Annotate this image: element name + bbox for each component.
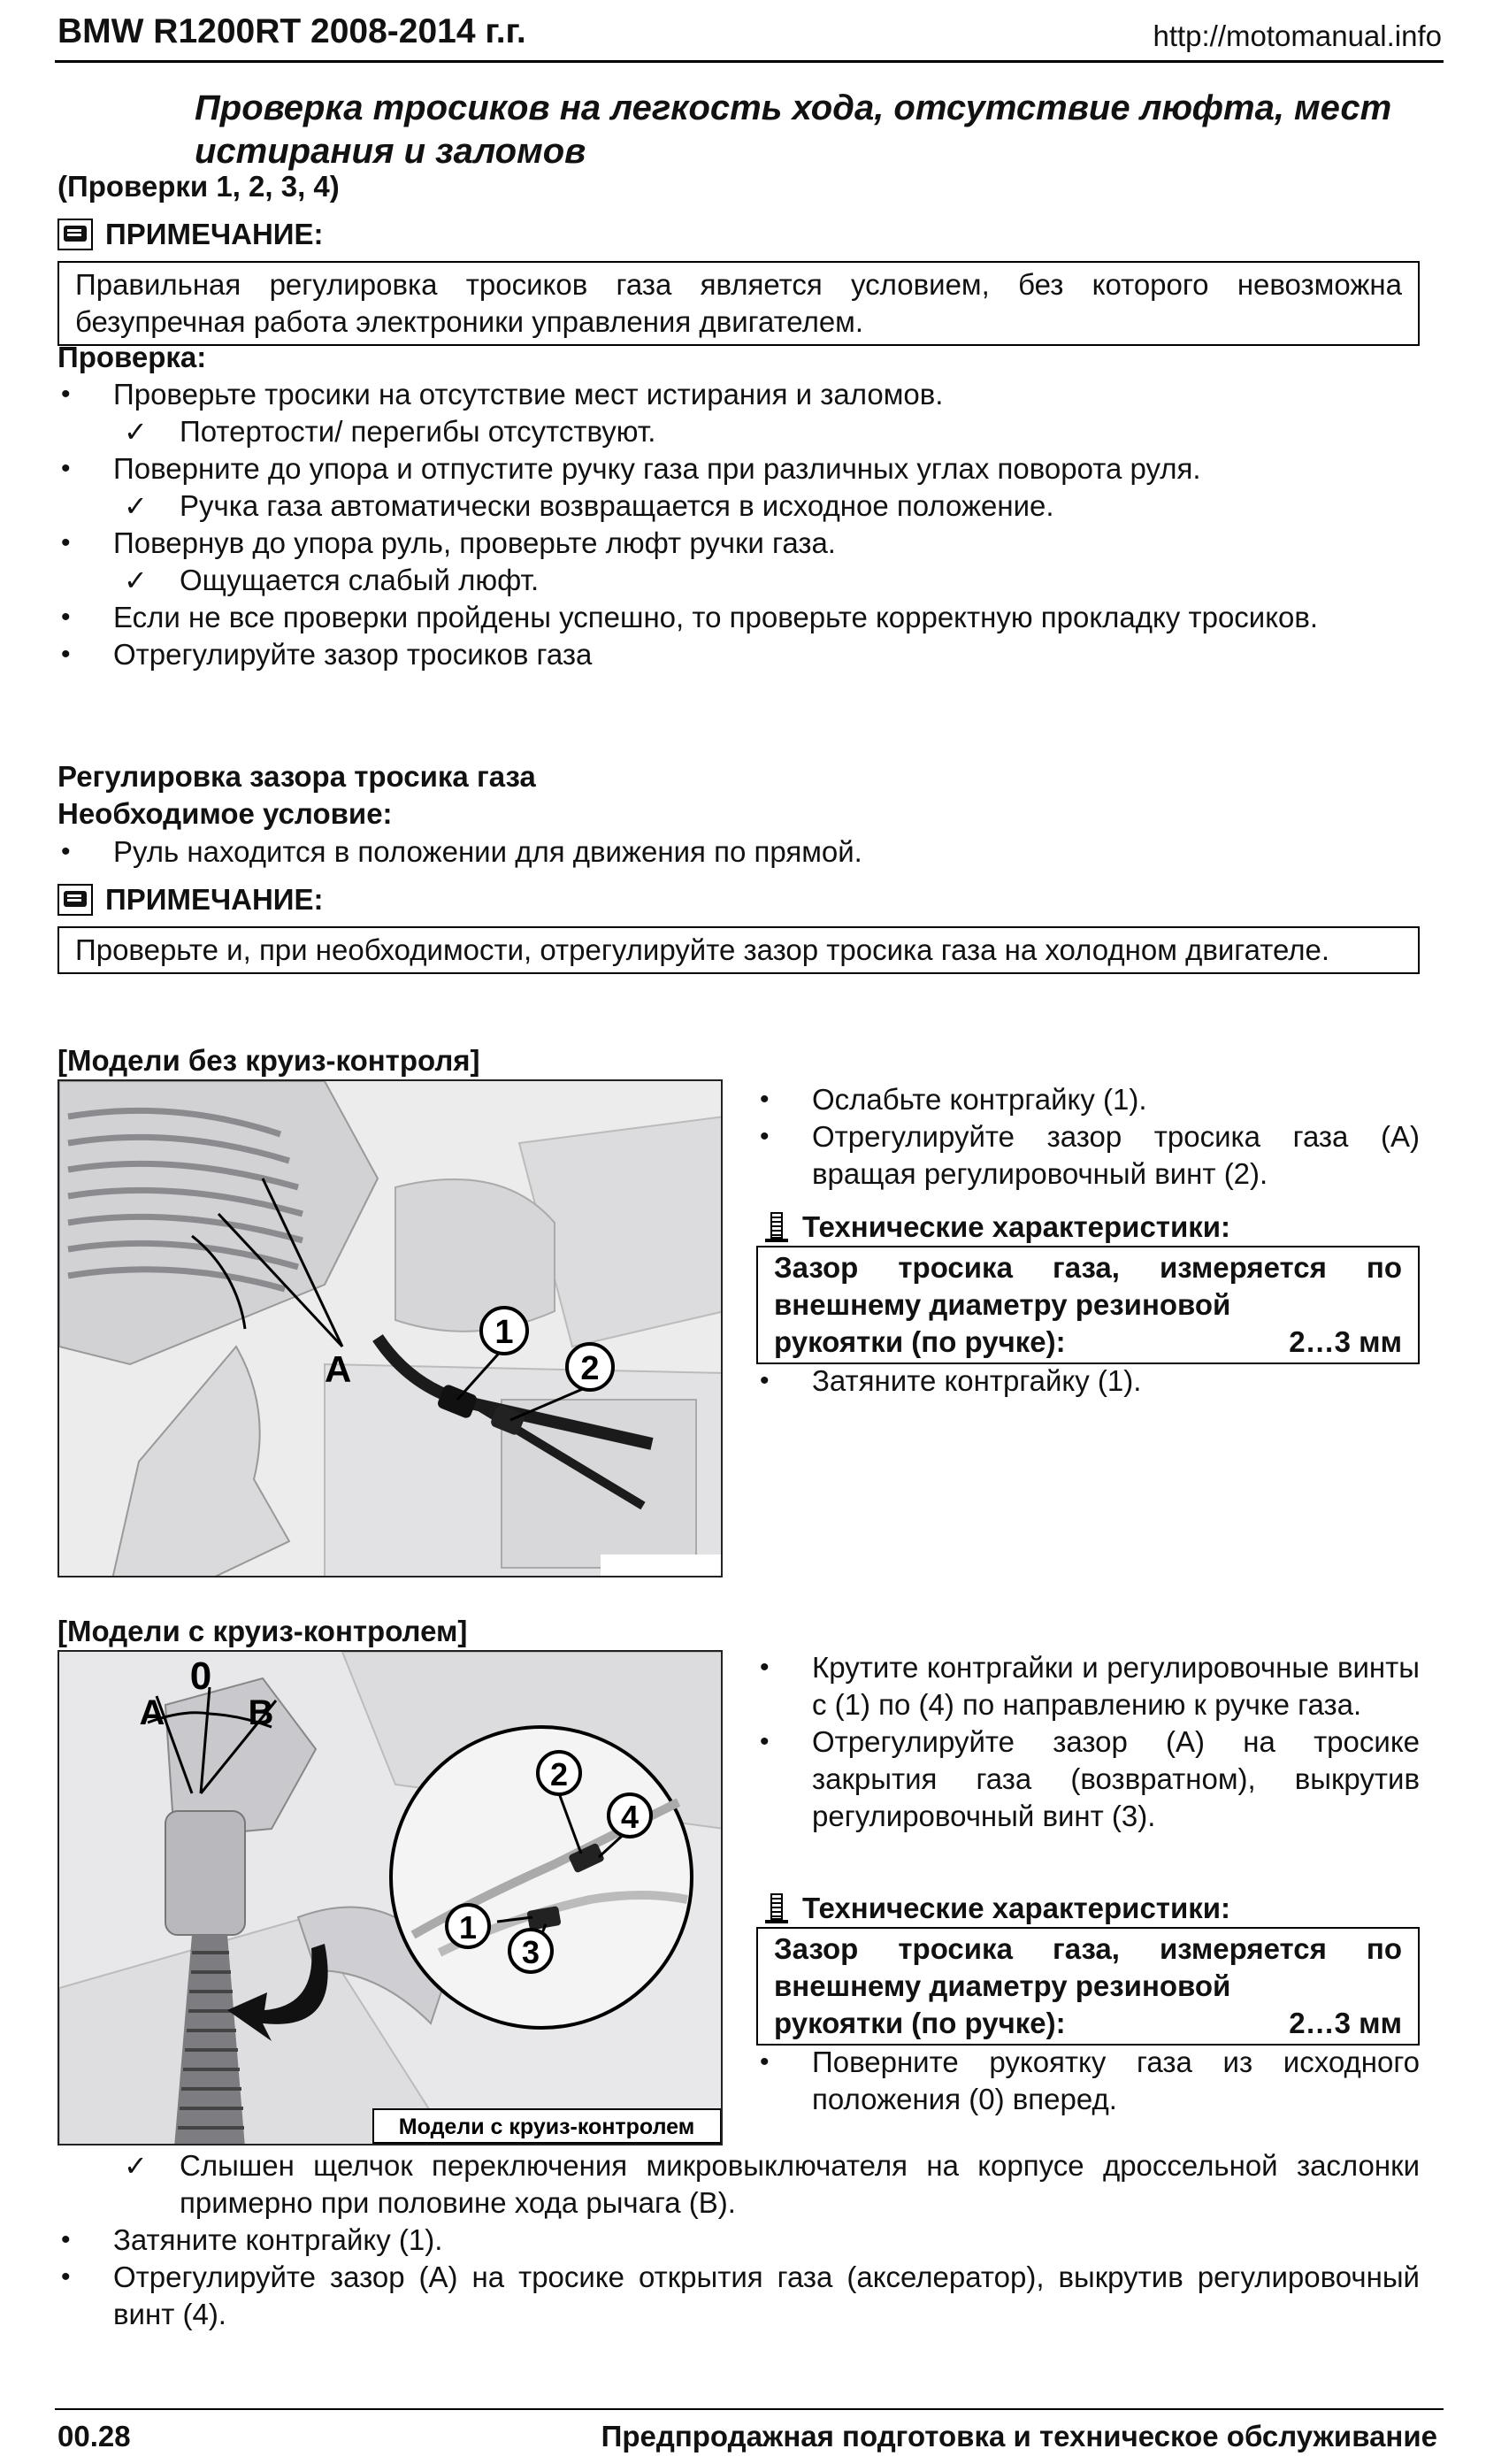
figure-label-a: A <box>139 1693 165 1732</box>
spec-heading <box>765 1210 1230 1244</box>
spec-value-row <box>774 1324 1402 1361</box>
condition-heading: Необходимое условие: <box>57 797 393 830</box>
condition-list <box>57 833 1420 871</box>
models-without-steps <box>756 1081 1420 1193</box>
list-item: • Поверните до упора и отпустите ручку газа при различных углах поворота руля. <box>57 450 1420 487</box>
figure-label-zero: 0 <box>189 1654 212 1698</box>
throttle-diagram <box>59 1081 723 1577</box>
list-item: • Крутите контргайки и регулировочные винты с (1) по (4) по направлению к ручке газа. <box>756 1649 1420 1723</box>
list-item: • Отрегулируйте зазор (А) на тросике открытия газа (акселератор), выкрутив регулировочный винт (4). <box>57 2259 1420 2333</box>
section-title: Проверка тросиков на легкость хода, отсутствие люфта, мест истирания и заломов <box>195 88 1392 171</box>
note-icon <box>57 884 93 916</box>
list-item: • Отрегулируйте зазор тросиков газа <box>57 636 1420 673</box>
models-without-steps-after <box>756 1362 1420 1400</box>
list-item: • Проверьте тросики на отсутствие мест истирания и заломов. <box>57 376 1420 413</box>
figure-label-2: 2 <box>580 1350 600 1387</box>
list-item: • Затяните контргайку (1). <box>57 2222 1420 2259</box>
spec-text: Зазор тросика газа, измеряется по внешнему диаметру резиновой <box>774 1251 1402 1321</box>
list-item: • Поверните рукоятку газа из исходного положения (0) вперед. <box>756 2044 1420 2118</box>
figure-label-2: 2 <box>549 1756 569 1792</box>
note-heading <box>57 218 324 251</box>
figure-label-1: 1 <box>458 1909 478 1946</box>
list-item: • Повернув до упора руль, проверьте люфт ручки газа. <box>57 525 1420 562</box>
spec-heading-text: Технические характеристики: <box>802 1892 1231 1924</box>
list-item: ✓ Ручка газа автоматически возвращается в исходное положение. <box>57 487 1420 525</box>
spec-text: Зазор тросика газа, измеряется по внешнему диаметру резиновой <box>774 1932 1402 2002</box>
chapter-title: Предпродажная подготовка и техническое обслуживание <box>601 2420 1437 2452</box>
manual-title: BMW R1200RT 2008-2014 г.г. <box>57 12 526 50</box>
note-box: Проверьте и, при необходимости, отрегулируйте зазор тросика газа на холодном двигателе. <box>57 926 1420 974</box>
caliper-icon <box>765 1210 790 1244</box>
spec-value-row <box>774 2005 1402 2042</box>
figure-label-4: 4 <box>620 1799 640 1835</box>
footer-divider <box>55 2408 1444 2410</box>
spec-label: рукоятки (по ручке): <box>774 1325 1066 1358</box>
figure-label-b: B <box>248 1693 274 1732</box>
models-with-steps <box>756 1649 1420 1835</box>
figure-throttle-cruise <box>57 1650 723 2145</box>
list-item: ✓ Потертости/ перегибы отсутствуют. <box>57 413 1420 450</box>
note-box: Правильная регулировка тросиков газа является условием, без которого невозможна безупречная работа электроники управления двигателем. <box>57 261 1420 346</box>
models-with-steps-after <box>756 2044 1420 2118</box>
page-number: 00.28 <box>57 2420 131 2452</box>
list-item: ✓ Ощущается слабый люфт. <box>57 562 1420 599</box>
adjust-heading: Регулировка зазора тросика газа <box>57 760 536 793</box>
spec-box <box>756 1246 1420 1364</box>
note-heading-text: ПРИМЕЧАНИЕ: <box>105 218 324 250</box>
spec-box <box>756 1927 1420 2046</box>
spec-heading <box>765 1892 1230 1925</box>
note-heading-text: ПРИМЕЧАНИЕ: <box>105 883 324 916</box>
figure-label-a: A <box>325 1348 352 1390</box>
throttle-cruise-diagram <box>59 1652 723 2145</box>
list-item: • Отрегулируйте зазор (А) на тросике закрытия газа (возвратном), выкрутив регулировочный винт (3). <box>756 1723 1420 1835</box>
checks-reference: (Проверки 1, 2, 3, 4) <box>57 170 340 203</box>
spec-value: 2…3 мм <box>1289 1325 1402 1358</box>
caliper-icon <box>765 1892 790 1925</box>
spec-heading-text: Технические характеристики: <box>802 1210 1231 1243</box>
final-list <box>57 2147 1420 2333</box>
figure-label-3: 3 <box>521 1934 540 1970</box>
spec-value: 2…3 мм <box>1289 2007 1402 2039</box>
check-heading: Проверка: <box>57 341 207 373</box>
note-heading <box>57 883 324 917</box>
list-item: • Ослабьте контргайку (1). <box>756 1081 1420 1118</box>
site-url[interactable]: http://motomanual.info <box>1153 19 1442 52</box>
note-icon <box>57 219 93 250</box>
check-list <box>57 376 1420 673</box>
figure-throttle-no-cruise <box>57 1079 723 1577</box>
list-item: • Затяните контргайку (1). <box>756 1362 1420 1400</box>
figure-caption: Модели с круиз-контролем <box>398 2115 695 2139</box>
models-with-heading: [Модели с круиз-контролем] <box>57 1615 468 1647</box>
spec-label: рукоятки (по ручке): <box>774 2007 1066 2039</box>
header-divider <box>55 60 1444 63</box>
list-item: ✓ Слышен щелчок переключения микровыключателя на корпусе дроссельной заслонки примерно при половине хода рычага (В). <box>57 2147 1420 2222</box>
list-item: • Если не все проверки пройдены успешно, то проверьте корректную прокладку тросиков. <box>57 599 1420 636</box>
models-without-heading: [Модели без круиз-контроля] <box>57 1044 480 1077</box>
figure-label-1: 1 <box>494 1314 514 1351</box>
list-item: • Отрегулируйте зазор тросика газа (А) вращая регулировочный винт (2). <box>756 1118 1420 1193</box>
list-item: • Руль находится в положении для движения по прямой. <box>57 833 1420 871</box>
